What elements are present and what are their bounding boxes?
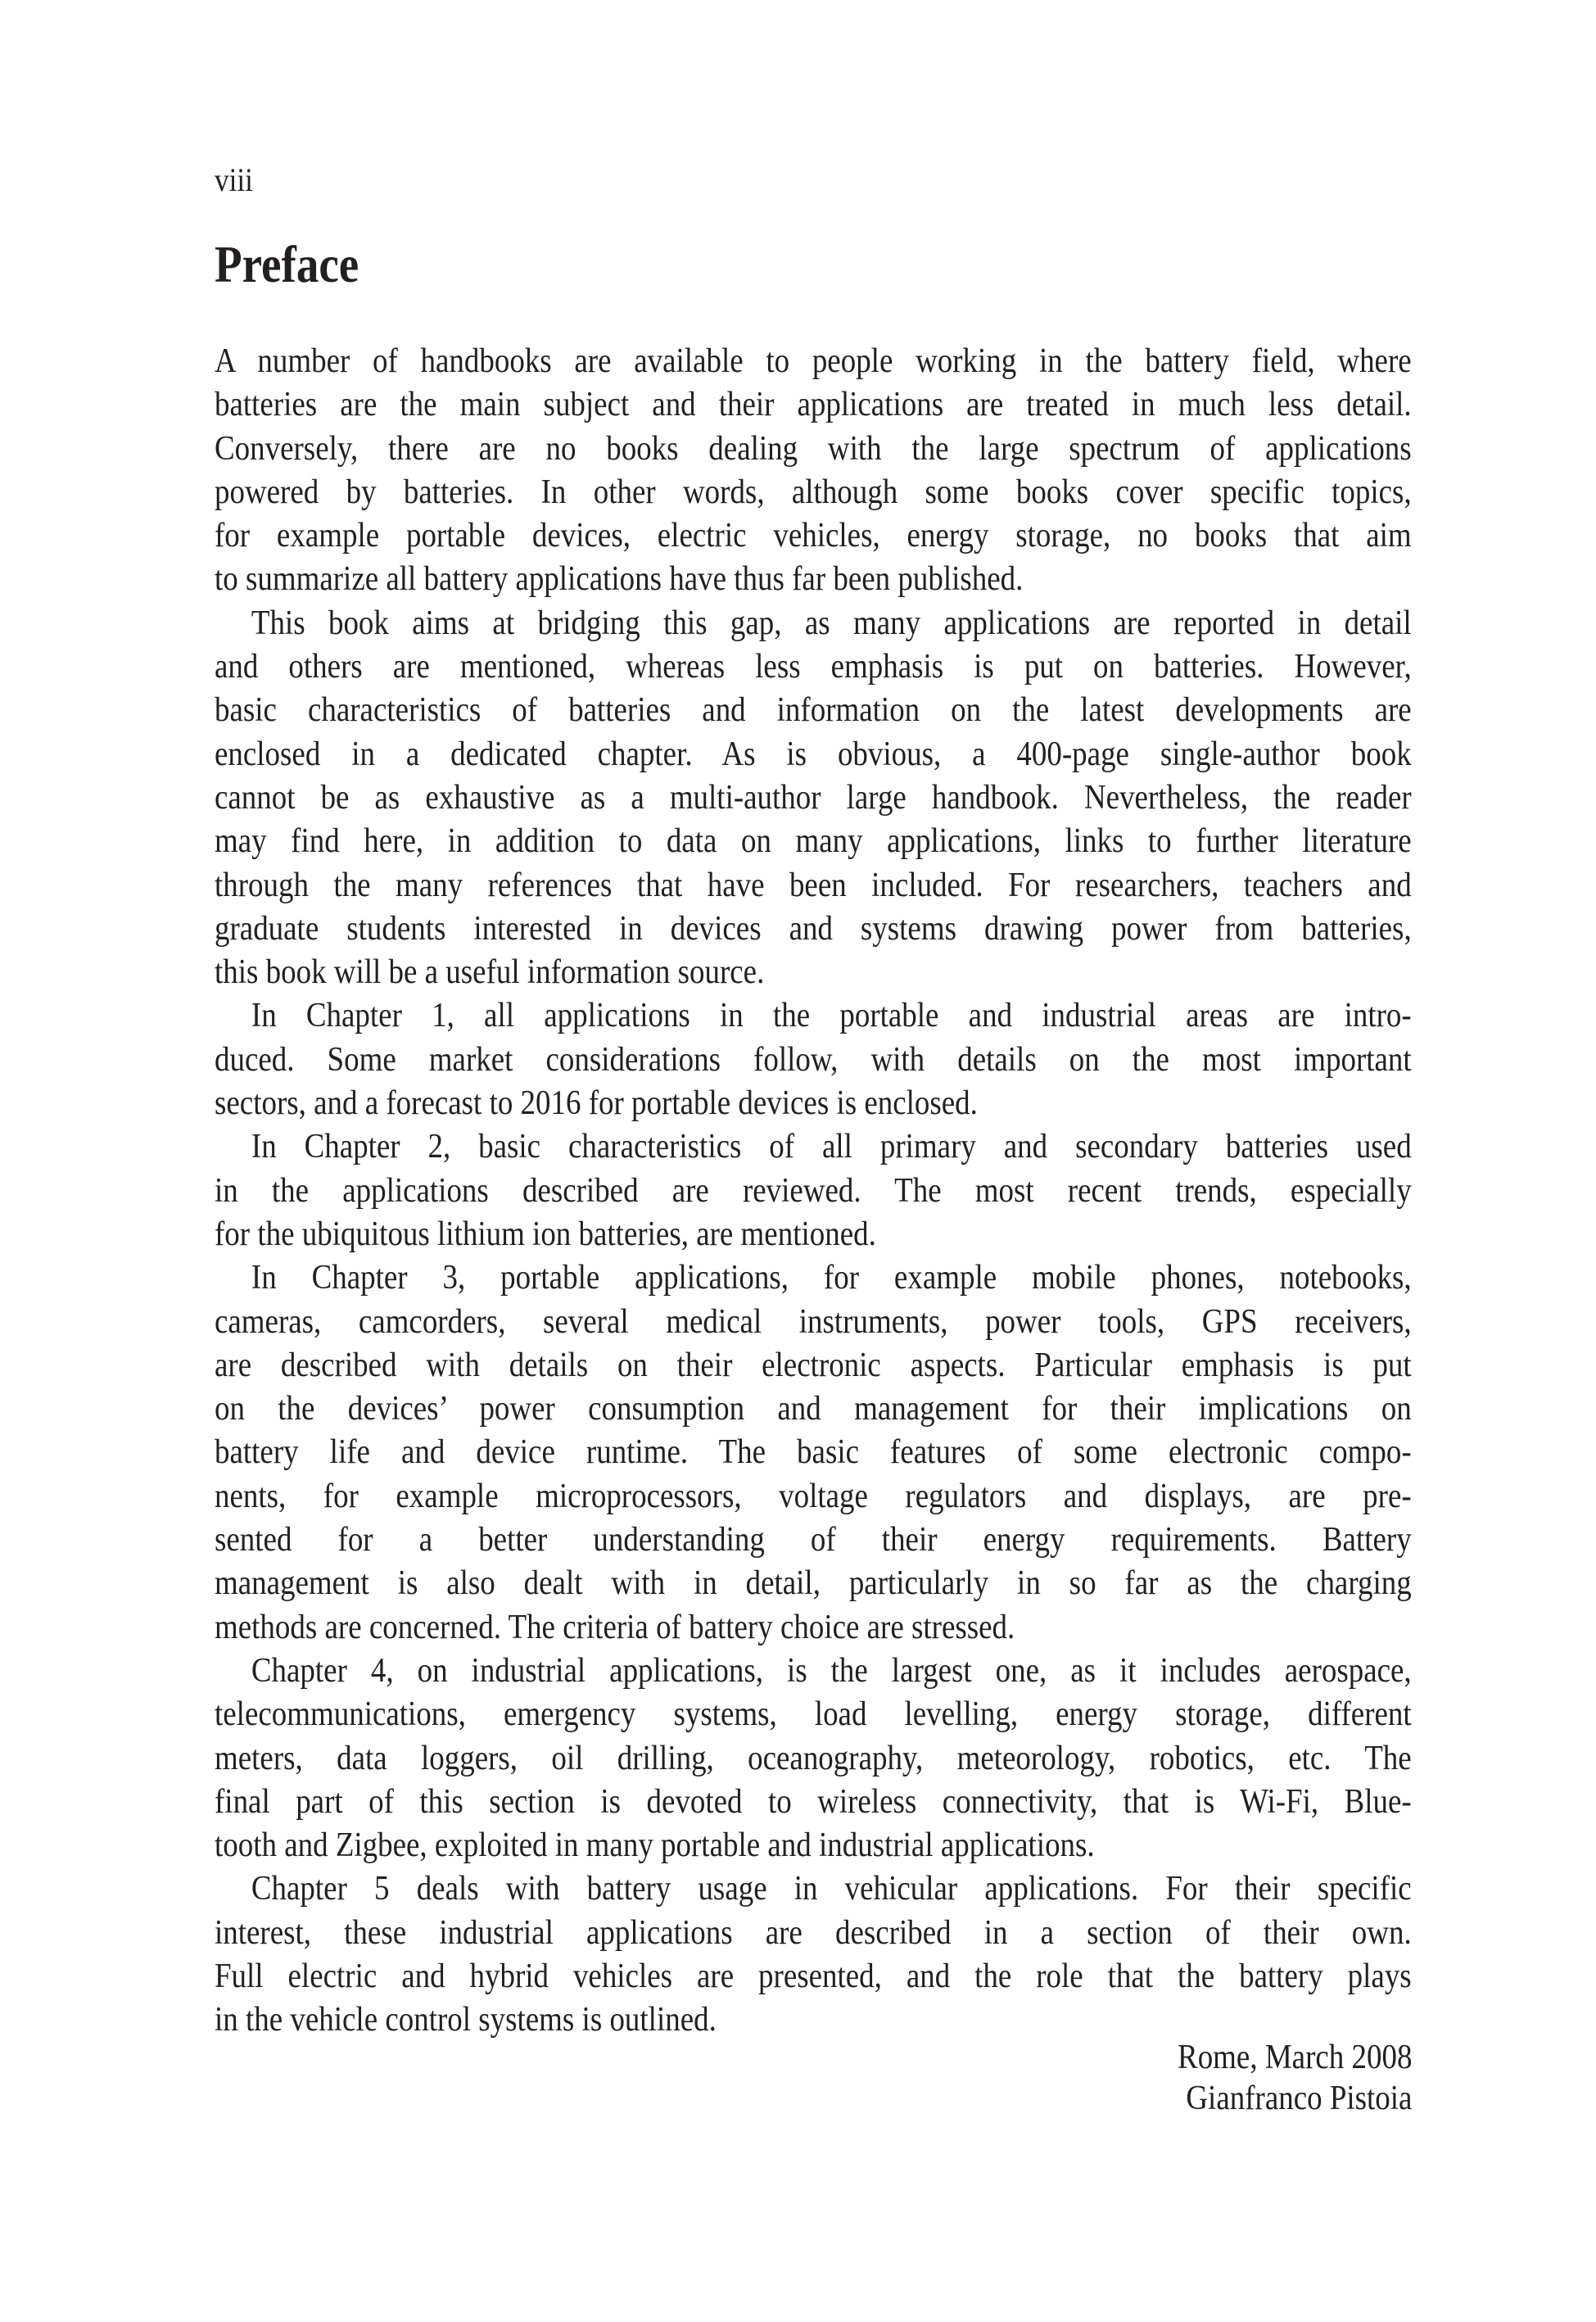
author-name: Gianfranco Pistoia	[1185, 2080, 1412, 2117]
text-line	[215, 733, 1412, 776]
text-line	[215, 1650, 1412, 1693]
text-line-content: In Chapter 2, basic characteristics of all primary and secondary batteries used	[251, 1128, 1412, 1166]
text-line-content: cannot be as exhaustive as a multi-author large handbook. Nevertheless, the reader	[215, 778, 1412, 817]
text-line	[215, 1824, 1412, 1867]
text-line-content: Chapter 4, on industrial applications, is the largest one, as it includes aerospace,	[251, 1651, 1412, 1690]
text-line	[215, 340, 1412, 383]
text-line-content: duced. Some market considerations follow, with details on the most important	[215, 1040, 1412, 1079]
text-line-content: A number of handbooks are available to people working in the battery field, where	[215, 342, 1412, 380]
text-line	[215, 428, 1412, 471]
text-line	[215, 1519, 1412, 1562]
preface-body	[215, 340, 1412, 2043]
text-line-content: nents, for example microprocessors, voltage regulators and displays, are pre-	[215, 1477, 1412, 1515]
text-line-content: graduate students interested in devices and systems drawing power from batteries,	[215, 909, 1412, 948]
text-line-content: final part of this section is devoted to wireless connectivity, that is Wi-Fi, Blue-	[215, 1782, 1412, 1821]
text-line	[215, 1344, 1412, 1387]
text-line	[215, 514, 1412, 558]
page-title: Preface	[215, 235, 359, 293]
text-line	[215, 1256, 1412, 1300]
text-line-content: Conversely, there are no books dealing with the large spectrum of applications	[215, 429, 1412, 468]
text-line-content: powered by batteries. In other words, although some books cover specific topics,	[215, 473, 1412, 511]
text-line-content: to summarize all battery applications have thus far been published.	[215, 560, 1024, 599]
text-line-content: management is also dealt with in detail, particularly in so far as the charging	[215, 1564, 1412, 1603]
place-date: Rome, March 2008	[1177, 2039, 1412, 2076]
paragraph	[215, 1650, 1412, 1867]
text-line	[215, 1301, 1412, 1344]
text-line-content: batteries are the main subject and their applications are treated in much less detail.	[215, 386, 1412, 424]
text-line-content: Full electric and hybrid vehicles are presented, and the role that the battery plays	[215, 1957, 1412, 1995]
text-line-content: telecommunications, emergency systems, load levelling, energy storage, different	[215, 1695, 1412, 1734]
text-line-content: for the ubiquitous lithium ion batteries, are mentioned.	[215, 1215, 876, 1253]
text-line	[215, 1475, 1412, 1519]
text-line-content: battery life and device runtime. The basic features of some electronic compo-	[215, 1433, 1412, 1472]
text-line-content: through the many references that have been included. For researchers, teachers and	[215, 866, 1412, 904]
text-line	[215, 1955, 1412, 1998]
text-line	[215, 1912, 1412, 1955]
text-line	[215, 1867, 1412, 1911]
text-line	[215, 1213, 1412, 1256]
text-line-content: methods are concerned. The criteria of battery choice are stressed.	[215, 1608, 1015, 1646]
text-line	[215, 1781, 1412, 1824]
text-line-content: this book will be a useful information source.	[215, 953, 765, 992]
text-line	[215, 1387, 1412, 1431]
text-line-content: in the applications described are reviewed. The most recent trends, especially	[215, 1171, 1412, 1210]
text-line-content: are described with details on their electronic aspects. Particular emphasis is put	[215, 1346, 1412, 1384]
text-line	[215, 383, 1412, 427]
text-line	[215, 820, 1412, 863]
text-line	[215, 1170, 1412, 1213]
text-line-content: In Chapter 1, all applications in the portable and industrial areas are intro-	[251, 997, 1412, 1035]
text-line-content: tooth and Zigbee, exploited in many portable and industrial applications.	[215, 1826, 1095, 1865]
text-line	[215, 994, 1412, 1038]
text-line-content: This book aims at bridging this gap, as many applications are reported in detail	[251, 604, 1412, 642]
text-line	[215, 558, 1412, 601]
paragraph	[215, 602, 1412, 995]
text-line-content: Chapter 5 deals with battery usage in vehicular applications. For their specific	[251, 1870, 1412, 1908]
text-line	[215, 1998, 1412, 2042]
text-line	[215, 645, 1412, 689]
signature-block	[1146, 2037, 1412, 2119]
text-line	[215, 908, 1412, 951]
paragraph	[215, 340, 1412, 602]
text-line	[215, 1562, 1412, 1605]
text-line	[215, 864, 1412, 908]
text-line	[215, 1737, 1412, 1781]
text-line-content: and others are mentioned, whereas less emphasis is put on batteries. However,	[215, 648, 1412, 686]
text-line	[215, 1431, 1412, 1474]
text-line-content: In Chapter 3, portable applications, for example mobile phones, notebooks,	[251, 1259, 1412, 1297]
text-line-content: interest, these industrial applications are described in a section of their own.	[215, 1913, 1412, 1952]
paragraph	[215, 1256, 1412, 1650]
text-line-content: cameras, camcorders, several medical instruments, power tools, GPS receivers,	[215, 1302, 1412, 1341]
text-line-content: sectors, and a forecast to 2016 for portable devices is enclosed.	[215, 1084, 978, 1123]
text-line	[215, 776, 1412, 820]
page-number: viii	[215, 161, 253, 198]
paragraph	[215, 1867, 1412, 2042]
text-line-content: meters, data loggers, oil drilling, oceanography, meteorology, robotics, etc. The	[215, 1739, 1412, 1777]
paragraph	[215, 1125, 1412, 1256]
text-line	[215, 1606, 1412, 1650]
text-line-content: on the devices’ power consumption and management for their implications on	[215, 1390, 1412, 1428]
text-line-content: for example portable devices, electric vehicles, energy storage, no books that aim	[215, 517, 1412, 555]
text-line-content: may find here, in addition to data on many applications, links to further literature	[215, 822, 1412, 861]
text-line	[215, 951, 1412, 994]
text-line	[215, 689, 1412, 732]
text-line-content: enclosed in a dedicated chapter. As is obvious, a 400-page single-author book	[215, 735, 1412, 773]
text-line	[215, 1039, 1412, 1082]
text-line-content: sented for a better understanding of their energy requirements. Battery	[215, 1521, 1412, 1559]
text-line	[215, 471, 1412, 514]
text-line	[215, 1082, 1412, 1125]
text-line	[215, 1125, 1412, 1169]
text-line	[215, 1693, 1412, 1736]
text-line	[215, 602, 1412, 645]
paragraph	[215, 994, 1412, 1125]
text-line-content: basic characteristics of batteries and information on the latest developments are	[215, 691, 1412, 730]
text-line-content: in the vehicle control systems is outlined.	[215, 2001, 717, 2039]
